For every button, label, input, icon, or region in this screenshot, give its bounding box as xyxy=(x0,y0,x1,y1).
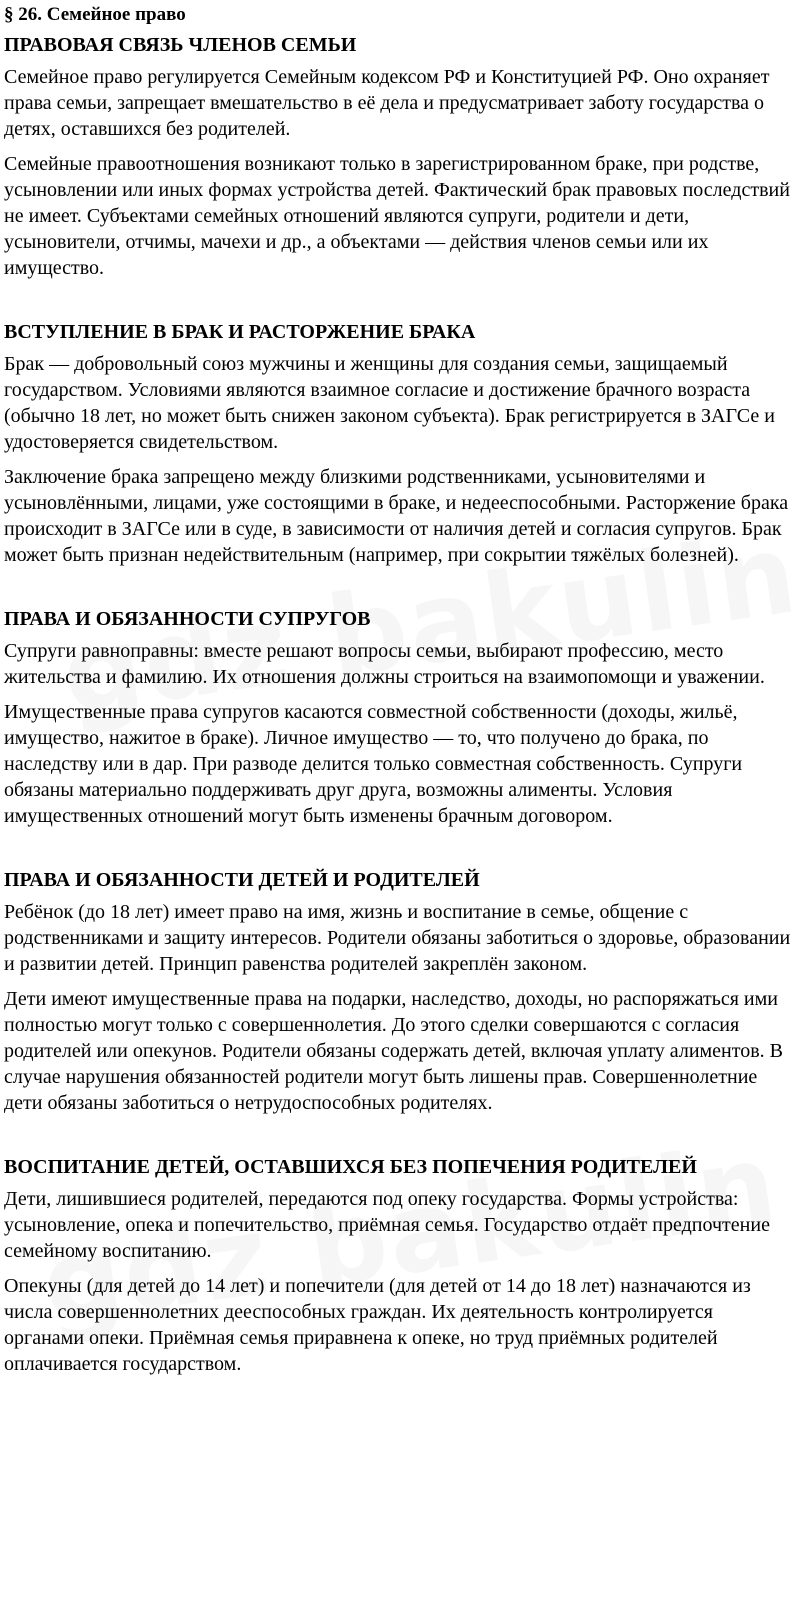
section-heading: ВСТУПЛЕНИЕ В БРАК И РАСТОРЖЕНИЕ БРАКА xyxy=(4,321,476,343)
section-paragraph: Опекуны (для детей до 14 лет) и попечители (для детей от 14 до 18 лет) назначаются из числа совершеннолетних дееспособных граждан. Их деятельность контролируется органами опеки. Приёмная семья приравнена к опеке, но труд приёмных родителей оплачивается государством. xyxy=(4,1275,751,1375)
section-children-parents-rights xyxy=(4,867,796,1116)
section-paragraph: Брак — добровольный союз мужчины и женщины для создания семьи, защищаемый государством. Условиями являются взаимное согласие и достижение брачного возраста (обычно 18 лет, но может быть снижен законом субъекта). Брак регистрируется в ЗАГСе и удостоверяется свидетельством. xyxy=(4,353,775,453)
section-orphans-upbringing xyxy=(4,1154,796,1377)
section-family-legal-ties xyxy=(4,32,796,281)
section-marriage-divorce xyxy=(4,319,796,568)
section-paragraph: Семейные правоотношения возникают только в зарегистрированном браке, при родстве, усыновлении или иных формах устройства детей. Фактический брак правовых последствий не имеет. Субъектами семейных отношений являются супруги, родители и дети, усыновители, отчимы, мачехи и др., а объектами — действия членов семьи или их имущество. xyxy=(4,153,790,279)
section-heading: ПРАВА И ОБЯЗАННОСТИ ДЕТЕЙ И РОДИТЕЛЕЙ xyxy=(4,869,480,891)
section-paragraph: Супруги равноправны: вместе решают вопросы семьи, выбирают профессию, место жительства и фамилию. Их отношения должны строиться на взаимопомощи и уважении. xyxy=(4,640,765,688)
section-heading: ПРАВА И ОБЯЗАННОСТИ СУПРУГОВ xyxy=(4,608,371,630)
section-paragraph: Дети, лишившиеся родителей, передаются под опеку государства. Формы устройства: усыновление, опека и попечительство, приёмная семья. Государство отдаёт предпочтение семейному воспитанию. xyxy=(4,1188,770,1262)
section-spouses-rights xyxy=(4,606,796,829)
section-paragraph: Заключение брака запрещено между близкими родственниками, усыновителями и усыновлёнными, лицами, уже состоящими в браке, и недееспособными. Расторжение брака происходит в ЗАГСе или в суде, в зависимости от наличия детей и согласия супругов. Брак может быть признан недействительным (например, при сокрытии тяжёлых болезней). xyxy=(4,466,789,566)
section-paragraph: Имущественные права супругов касаются совместной собственности (доходы, жильё, имущество, нажитое в браке). Личное имущество — то, что получено до брака, по наследству или в дар. При разводе делится только совместная собственность. Супруги обязаны материально поддерживать друг друга, возможны алименты. Условия имущественных отношений могут быть изменены брачным договором. xyxy=(4,701,743,827)
section-paragraph: Семейное право регулируется Семейным кодексом РФ и Конституцией РФ. Оно охраняет права семьи, запрещает вмешательство в её дела и предусматривает заботу государства о детях, оставшихся без родителей. xyxy=(4,66,770,140)
section-heading: ПРАВОВАЯ СВЯЗЬ ЧЛЕНОВ СЕМЬИ xyxy=(4,34,357,56)
paragraph-title: § 26. Семейное право xyxy=(4,4,186,25)
section-heading: ВОСПИТАНИЕ ДЕТЕЙ, ОСТАВШИХСЯ БЕЗ ПОПЕЧЕНИЯ РОДИТЕЛЕЙ xyxy=(4,1156,697,1178)
section-paragraph: Ребёнок (до 18 лет) имеет право на имя, жизнь и воспитание в семье, общение с родственниками и защиту интересов. Родители обязаны заботиться о здоровье, образовании и развитии детей. Принцип равенства родителей закреплён законом. xyxy=(4,901,791,975)
section-paragraph: Дети имеют имущественные права на подарки, наследство, доходы, но распоряжаться ими полностью могут только с совершеннолетия. До этого сделки совершаются с согласия родителей или опекунов. Родители обязаны содержать детей, включая уплату алиментов. В случае нарушения обязанностей родители могут быть лишены прав. Совершеннолетние дети обязаны заботиться о нетрудоспособных родителях. xyxy=(4,988,784,1114)
